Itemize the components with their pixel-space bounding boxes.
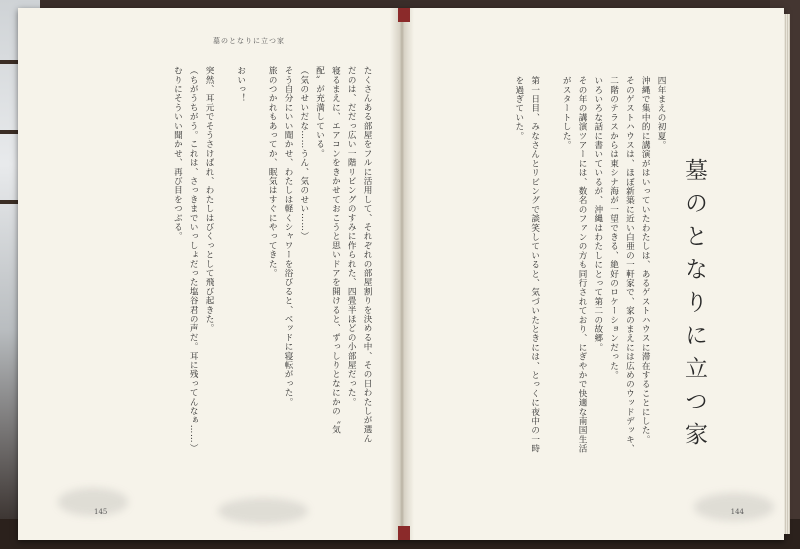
text-line [248,66,264,486]
text-line: その年の講演ツアーには、数名のファンの方も同行されており、にぎやかで快適な南国生活 [577,76,588,454]
text-line: そう自分にいい聞かせ、わたしは軽くシャワーを浴びると、ベッドに寝転がった。 [283,66,294,407]
right-page-text [468,76,668,506]
text-line [542,76,558,506]
text-line: （気のせいだな……うん、気のせい……） [298,66,309,241]
text-line [216,66,232,486]
text-line: むりにそういい聞かせ、再び目をつぶる。 [172,66,183,241]
text-line: 四年まえの初夏。 [656,76,666,150]
page-number-left: 145 [94,508,108,516]
text-line: だのは、だだっ広い一階リビングのすみに作られた、四畳半ほどの小部屋だった。 [346,66,357,407]
bookmark-ribbon [398,526,410,540]
text-line: いろいろな話に書いているが、沖縄はわたしにとって第二の故郷。 [592,76,603,352]
text-line: 配〟が充満している。 [314,66,325,158]
text-line: 第一日目、みなさんとリビングで談笑していると、気づいたときには、とっくに夜中の一時 [529,76,540,454]
text-line: 旅のつかれもあってか、眠気はすぐにやってきた。 [267,66,278,278]
text-line: 二階のテラスからは東シナ海が一望できる、絶好のロケーションだった。 [608,76,619,380]
book-gutter [390,8,414,540]
open-book [18,8,784,540]
page-edge [784,14,790,534]
left-page-text [74,66,374,486]
page-smudge [694,493,774,521]
bookmark-ribbon [398,8,410,22]
left-page [18,8,398,540]
text-line: 沖縄で集中的に講演がはいっていたわたしは、あるゲストハウスに滞在することにした。 [640,76,651,444]
text-line: （ちがうちがう。これは、さっきまでいっしょだった塩谷君の声だ。耳に残ってんなぁ……） [188,66,199,453]
page-smudge [218,498,308,524]
text-line: そのゲストハウスは、ほぼ新築に近い白亜の一軒家で、家のまえには広めのウッドデッキ、 [624,76,635,454]
running-header: 墓のとなりに立つ家 [213,37,285,45]
page-smudge [58,488,128,516]
text-line: がスタートした。 [561,76,572,150]
text-line: 寝るまえに、エアコンをきかせておこうと思いドアを開けると、ずっしりとなにかの〝気 [330,66,341,434]
chapter-title: 墓のとなりに立つ家 [681,158,707,455]
text-line: 突然、耳元でそうさけばれ、わたしはびくっとして飛び起きた。 [204,66,215,333]
text-line: を過ぎていた。 [513,76,524,141]
text-line: たくさんある部屋をフルに活用して、それぞれの部屋割りを決める中、その日わたしが選ん [362,66,372,444]
page-number-right: 144 [730,508,744,516]
text-line: おいっ！ [235,66,246,103]
